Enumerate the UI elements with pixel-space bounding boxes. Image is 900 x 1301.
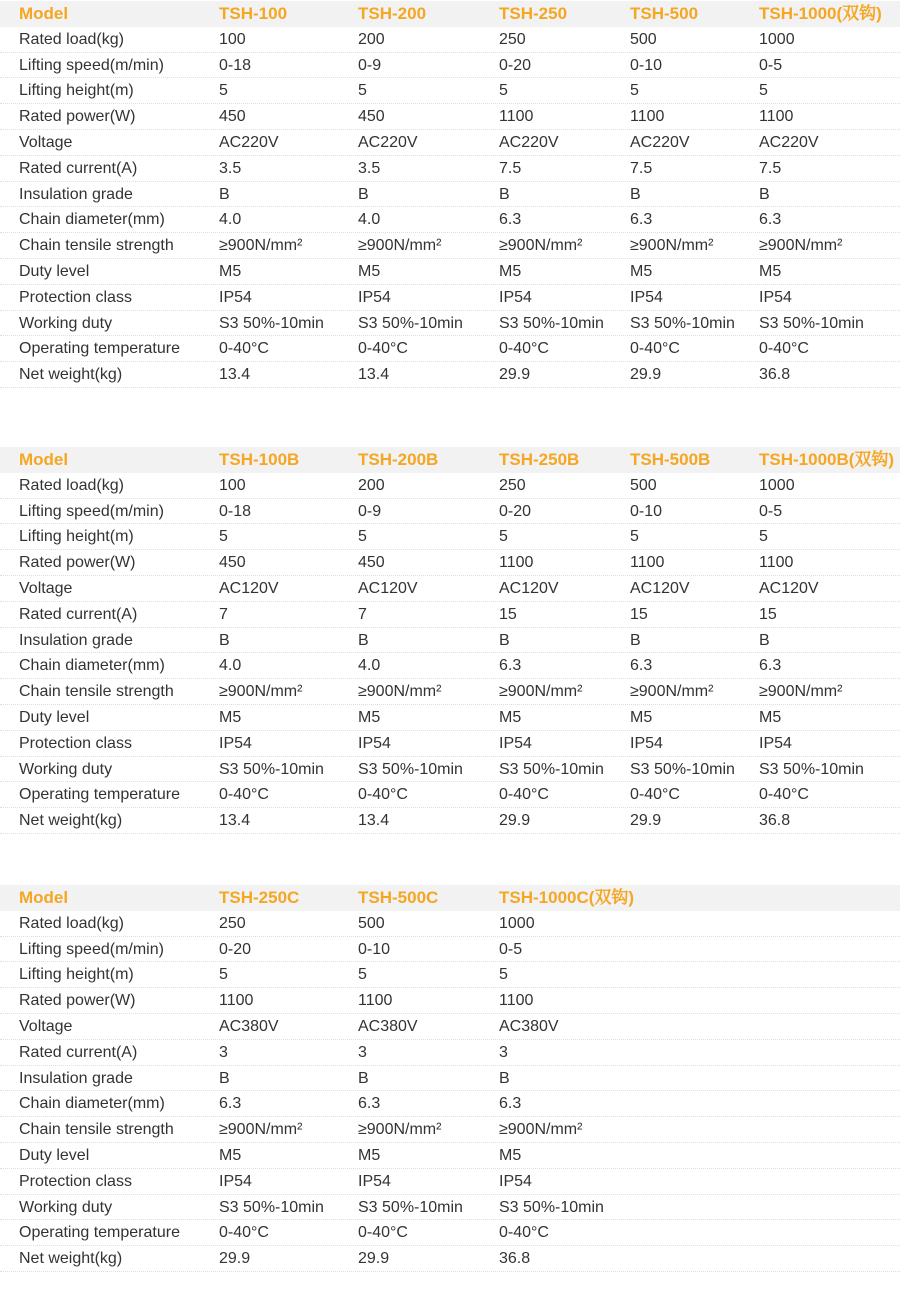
table-row [0, 937, 900, 963]
table-cell: ≥900N/mm² [358, 683, 442, 701]
table-cell: S3 50%-10min [219, 1198, 324, 1216]
table-cell: IP54 [630, 734, 663, 752]
table-row [0, 808, 900, 834]
table-cell: ≥900N/mm² [499, 683, 583, 701]
table-cell: 36.8 [759, 812, 791, 830]
table-cell: 1100 [499, 554, 534, 572]
table-cell: S3 50%-10min [499, 760, 604, 778]
table-cell: 29.9 [499, 812, 531, 830]
table-row [0, 628, 900, 654]
table-header-row [0, 447, 900, 473]
table-cell: M5 [219, 262, 242, 280]
table-cell: Chain diameter(mm) [19, 657, 165, 675]
table-cell: S3 50%-10min [358, 314, 463, 332]
table-cell: 7 [219, 605, 228, 623]
table-cell: 5 [219, 82, 228, 100]
table-cell: Protection class [19, 734, 132, 752]
table-cell: 1100 [630, 554, 665, 572]
table-cell: S3 50%-10min [630, 314, 735, 332]
table-cell: 5 [358, 528, 367, 546]
table-cell: 1100 [759, 108, 794, 126]
table-cell: Net weight(kg) [19, 1250, 123, 1268]
table-row [0, 1040, 900, 1066]
table-cell: S3 50%-10min [219, 760, 324, 778]
table-cell: B [759, 631, 770, 649]
table-cell: ≥900N/mm² [499, 237, 583, 255]
header-cell: TSH-500 [630, 4, 699, 23]
spec-table-ac380v [0, 885, 900, 1272]
table-cell: AC220V [759, 133, 819, 151]
table-cell: 0-5 [759, 56, 783, 74]
table-cell: 1100 [358, 992, 393, 1010]
table-cell: 250 [219, 914, 246, 932]
table-cell: 0-40°C [219, 786, 269, 804]
table-cell: 1100 [499, 108, 534, 126]
table-cell: Lifting speed(m/min) [19, 56, 164, 74]
table-cell: IP54 [499, 288, 532, 306]
table-cell: 0-40°C [358, 786, 408, 804]
header-cell: TSH-200B [358, 450, 439, 469]
table-cell: 1000 [499, 914, 535, 932]
table-cell: 6.3 [630, 657, 653, 675]
table-cell: 0-9 [358, 502, 382, 520]
table-cell: 1000 [759, 30, 795, 48]
table-cell: Rated load(kg) [19, 476, 124, 494]
table-cell: Voltage [19, 1017, 73, 1035]
table-row [0, 336, 900, 362]
table-cell: 3.5 [358, 159, 381, 177]
table-cell: Rated load(kg) [19, 914, 124, 932]
table-cell: 0-10 [630, 56, 663, 74]
table-cell: Chain tensile strength [19, 683, 174, 701]
table-cell: IP54 [219, 288, 252, 306]
header-cell: TSH-1000B(双钩) [759, 450, 895, 469]
table-cell: ≥900N/mm² [219, 683, 303, 701]
table-row [0, 499, 900, 525]
table-cell: 36.8 [499, 1250, 531, 1268]
table-cell: IP54 [358, 288, 391, 306]
table-cell: 6.3 [499, 1095, 522, 1113]
table-cell: IP54 [219, 1172, 252, 1190]
table-cell: 0-40°C [499, 1224, 549, 1242]
header-cell: TSH-250B [499, 450, 580, 469]
table-cell: 1100 [630, 108, 665, 126]
table-cell: 5 [358, 966, 367, 984]
table-cell: AC380V [219, 1017, 279, 1035]
table-cell: 250 [499, 30, 526, 48]
table-row [0, 130, 900, 156]
table-cell: Protection class [19, 1172, 132, 1190]
table-cell: IP54 [499, 1172, 532, 1190]
table-cell: 100 [219, 476, 246, 494]
table-cell: 0-20 [499, 56, 532, 74]
table-cell: 500 [630, 30, 657, 48]
table-cell: Working duty [19, 314, 113, 332]
table-cell: Rated current(A) [19, 1043, 138, 1061]
table-cell: 29.9 [630, 366, 662, 384]
header-cell: TSH-500C [358, 888, 439, 907]
table-cell: ≥900N/mm² [630, 237, 714, 255]
table-cell: Rated current(A) [19, 159, 138, 177]
table-cell: IP54 [759, 734, 792, 752]
table-cell: 6.3 [759, 211, 782, 229]
table-cell: 5 [499, 966, 508, 984]
table-cell: Net weight(kg) [19, 812, 123, 830]
table-cell: 15 [499, 605, 517, 623]
table-cell: Duty level [19, 262, 90, 280]
table-cell: 5 [219, 528, 228, 546]
table-cell: 1000 [759, 476, 795, 494]
table-cell: Insulation grade [19, 185, 133, 203]
table-cell: Lifting speed(m/min) [19, 502, 164, 520]
table-cell: 0-20 [219, 940, 252, 958]
spec-table-ac220v [0, 1, 900, 388]
table-cell: 13.4 [219, 366, 251, 384]
table-cell: ≥900N/mm² [358, 237, 442, 255]
header-cell: Model [19, 888, 69, 907]
table-cell: 6.3 [499, 657, 522, 675]
table-row [0, 285, 900, 311]
table-row [0, 259, 900, 285]
table-row [0, 1246, 900, 1272]
table-cell: 0-40°C [759, 786, 809, 804]
table-cell: 250 [499, 476, 526, 494]
table-cell: 450 [219, 108, 246, 126]
table-cell: S3 50%-10min [759, 760, 864, 778]
table-cell: 13.4 [219, 812, 251, 830]
table-cell: S3 50%-10min [759, 314, 864, 332]
table-cell: B [358, 185, 369, 203]
table-cell: 6.3 [759, 657, 782, 675]
table-cell: 6.3 [358, 1095, 381, 1113]
table-cell: 0-40°C [499, 786, 549, 804]
table-cell: 5 [630, 82, 639, 100]
table-header-row [0, 885, 900, 911]
table-cell: B [499, 631, 510, 649]
table-cell: 15 [759, 605, 777, 623]
table-cell: Rated power(W) [19, 992, 136, 1010]
table-row [0, 1066, 900, 1092]
table-cell: 200 [358, 30, 385, 48]
table-cell: ≥900N/mm² [219, 237, 303, 255]
header-cell: TSH-100 [219, 4, 288, 23]
table-cell: 29.9 [499, 366, 531, 384]
table-row [0, 53, 900, 79]
table-cell: M5 [499, 1146, 522, 1164]
table-cell: B [630, 631, 641, 649]
table-cell: B [759, 185, 770, 203]
table-cell: 0-40°C [219, 340, 269, 358]
table-cell: 13.4 [358, 812, 390, 830]
table-row [0, 1195, 900, 1221]
table-cell: ≥900N/mm² [630, 683, 714, 701]
table-cell: 0-18 [219, 502, 252, 520]
table-cell: B [499, 185, 510, 203]
table-cell: IP54 [219, 734, 252, 752]
table-cell: 0-18 [219, 56, 252, 74]
table-cell: 0-9 [358, 56, 382, 74]
table-row [0, 602, 900, 628]
table-row [0, 156, 900, 182]
table-row [0, 207, 900, 233]
table-cell: IP54 [358, 734, 391, 752]
table-cell: 0-10 [630, 502, 663, 520]
table-cell: 100 [219, 30, 246, 48]
table-cell: 15 [630, 605, 648, 623]
table-cell: B [358, 1069, 369, 1087]
header-cell: TSH-1000C(双钩) [499, 888, 635, 907]
spec-table-ac120v [0, 447, 900, 834]
header-cell: TSH-500B [630, 450, 711, 469]
table-cell: 3 [499, 1043, 508, 1061]
table-row [0, 182, 900, 208]
table-cell: 29.9 [630, 812, 662, 830]
table-cell: 29.9 [358, 1250, 390, 1268]
table-cell: Working duty [19, 760, 113, 778]
table-cell: B [219, 185, 230, 203]
table-cell: 0-40°C [630, 786, 680, 804]
table-cell: M5 [358, 262, 381, 280]
table-row [0, 550, 900, 576]
table-row [0, 1091, 900, 1117]
table-cell: 3.5 [219, 159, 242, 177]
table-cell: Duty level [19, 1146, 90, 1164]
table-cell: Operating temperature [19, 786, 180, 804]
table-cell: M5 [499, 708, 522, 726]
table-cell: 0-40°C [630, 340, 680, 358]
table-row [0, 1014, 900, 1040]
table-header-row [0, 1, 900, 27]
table-cell: 4.0 [358, 657, 381, 675]
table-cell: S3 50%-10min [630, 760, 735, 778]
table-cell: M5 [358, 1146, 381, 1164]
table-cell: 5 [759, 82, 768, 100]
table-row [0, 311, 900, 337]
table-cell: 1100 [219, 992, 254, 1010]
table-row [0, 782, 900, 808]
table-cell: Chain diameter(mm) [19, 211, 165, 229]
table-cell: 0-20 [499, 502, 532, 520]
table-cell: Net weight(kg) [19, 366, 123, 384]
table-cell: Rated load(kg) [19, 30, 124, 48]
table-cell: 6.3 [499, 211, 522, 229]
table-row [0, 1143, 900, 1169]
table-row [0, 104, 900, 130]
table-cell: Chain diameter(mm) [19, 1095, 165, 1113]
table-cell: M5 [219, 1146, 242, 1164]
table-cell: 0-40°C [358, 340, 408, 358]
table-cell: S3 50%-10min [219, 314, 324, 332]
table-row [0, 27, 900, 53]
table-cell: Rated power(W) [19, 108, 136, 126]
table-cell: 0-5 [759, 502, 783, 520]
table-cell: B [358, 631, 369, 649]
table-cell: AC120V [499, 579, 559, 597]
table-cell: AC120V [358, 579, 418, 597]
table-cell: 3 [358, 1043, 367, 1061]
table-cell: B [219, 1069, 230, 1087]
table-cell: 7 [358, 605, 367, 623]
table-cell: AC120V [759, 579, 819, 597]
table-cell: Lifting height(m) [19, 82, 134, 100]
table-cell: 13.4 [358, 366, 390, 384]
table-cell: 0-40°C [358, 1224, 408, 1242]
table-cell: AC380V [358, 1017, 418, 1035]
table-cell: 4.0 [358, 211, 381, 229]
table-cell: AC220V [630, 133, 690, 151]
table-cell: 0-5 [499, 940, 523, 958]
table-cell: 7.5 [499, 159, 522, 177]
table-row [0, 233, 900, 259]
table-cell: 0-40°C [219, 1224, 269, 1242]
table-row [0, 473, 900, 499]
table-cell: S3 50%-10min [358, 1198, 463, 1216]
table-row [0, 1169, 900, 1195]
table-cell: 29.9 [219, 1250, 251, 1268]
table-cell: Lifting height(m) [19, 966, 134, 984]
table-cell: AC120V [630, 579, 690, 597]
table-cell: Operating temperature [19, 1224, 180, 1242]
table-cell: ≥900N/mm² [358, 1121, 442, 1139]
table-row [0, 78, 900, 104]
table-cell: B [630, 185, 641, 203]
table-cell: S3 50%-10min [499, 1198, 604, 1216]
table-cell: ≥900N/mm² [499, 1121, 583, 1139]
table-cell: 7.5 [759, 159, 782, 177]
table-row [0, 911, 900, 937]
table-cell: 5 [499, 528, 508, 546]
table-cell: 4.0 [219, 657, 242, 675]
table-cell: AC120V [219, 579, 279, 597]
table-cell: Voltage [19, 133, 73, 151]
table-cell: Operating temperature [19, 340, 180, 358]
table-cell: ≥900N/mm² [219, 1121, 303, 1139]
table-cell: Insulation grade [19, 1069, 133, 1087]
table-cell: ≥900N/mm² [759, 683, 843, 701]
table-cell: B [499, 1069, 510, 1087]
table-cell: S3 50%-10min [499, 314, 604, 332]
table-cell: 0-40°C [499, 340, 549, 358]
table-cell: M5 [499, 262, 522, 280]
table-cell: 450 [219, 554, 246, 572]
table-row [0, 679, 900, 705]
table-cell: Chain tensile strength [19, 237, 174, 255]
table-cell: Chain tensile strength [19, 1121, 174, 1139]
table-cell: 1100 [499, 992, 534, 1010]
header-cell: TSH-250 [499, 4, 568, 23]
table-cell: Rated power(W) [19, 554, 136, 572]
header-cell: TSH-250C [219, 888, 300, 907]
table-cell: AC220V [499, 133, 559, 151]
table-cell: 200 [358, 476, 385, 494]
table-cell: Protection class [19, 288, 132, 306]
header-cell: TSH-100B [219, 450, 300, 469]
table-cell: 36.8 [759, 366, 791, 384]
table-cell: AC220V [219, 133, 279, 151]
table-row [0, 653, 900, 679]
table-cell: IP54 [358, 1172, 391, 1190]
table-cell: S3 50%-10min [358, 760, 463, 778]
table-row [0, 705, 900, 731]
table-cell: Insulation grade [19, 631, 133, 649]
table-cell: 5 [630, 528, 639, 546]
table-cell: Voltage [19, 579, 73, 597]
table-cell: 500 [630, 476, 657, 494]
table-cell: Lifting height(m) [19, 528, 134, 546]
table-cell: M5 [630, 262, 653, 280]
table-cell: IP54 [759, 288, 792, 306]
header-cell: TSH-1000(双钩) [759, 4, 882, 23]
table-cell: 450 [358, 108, 385, 126]
header-cell: Model [19, 450, 69, 469]
table-cell: 3 [219, 1043, 228, 1061]
table-cell: B [219, 631, 230, 649]
table-cell: 5 [358, 82, 367, 100]
table-cell: M5 [759, 708, 782, 726]
table-cell: 5 [759, 528, 768, 546]
table-row [0, 757, 900, 783]
table-row [0, 988, 900, 1014]
table-cell: 450 [358, 554, 385, 572]
header-cell: TSH-200 [358, 4, 427, 23]
table-cell: ≥900N/mm² [759, 237, 843, 255]
table-cell: 5 [499, 82, 508, 100]
table-cell: IP54 [499, 734, 532, 752]
table-row [0, 1220, 900, 1246]
table-cell: 0-10 [358, 940, 391, 958]
header-cell: Model [19, 4, 69, 23]
table-cell: 6.3 [219, 1095, 242, 1113]
table-cell: 4.0 [219, 211, 242, 229]
table-row [0, 1117, 900, 1143]
table-cell: M5 [219, 708, 242, 726]
table-cell: Rated current(A) [19, 605, 138, 623]
table-cell: 500 [358, 914, 385, 932]
table-cell: 1100 [759, 554, 794, 572]
table-cell: M5 [358, 708, 381, 726]
table-cell: M5 [759, 262, 782, 280]
table-cell: Working duty [19, 1198, 113, 1216]
table-cell: 6.3 [630, 211, 653, 229]
table-cell: IP54 [630, 288, 663, 306]
table-cell: Duty level [19, 708, 90, 726]
table-cell: AC220V [358, 133, 418, 151]
table-cell: 5 [219, 966, 228, 984]
table-row [0, 362, 900, 388]
table-cell: M5 [630, 708, 653, 726]
table-cell: Lifting speed(m/min) [19, 940, 164, 958]
table-row [0, 962, 900, 988]
table-cell: 7.5 [630, 159, 653, 177]
table-cell: 0-40°C [759, 340, 809, 358]
table-row [0, 524, 900, 550]
table-row [0, 576, 900, 602]
table-cell: AC380V [499, 1017, 559, 1035]
table-row [0, 731, 900, 757]
